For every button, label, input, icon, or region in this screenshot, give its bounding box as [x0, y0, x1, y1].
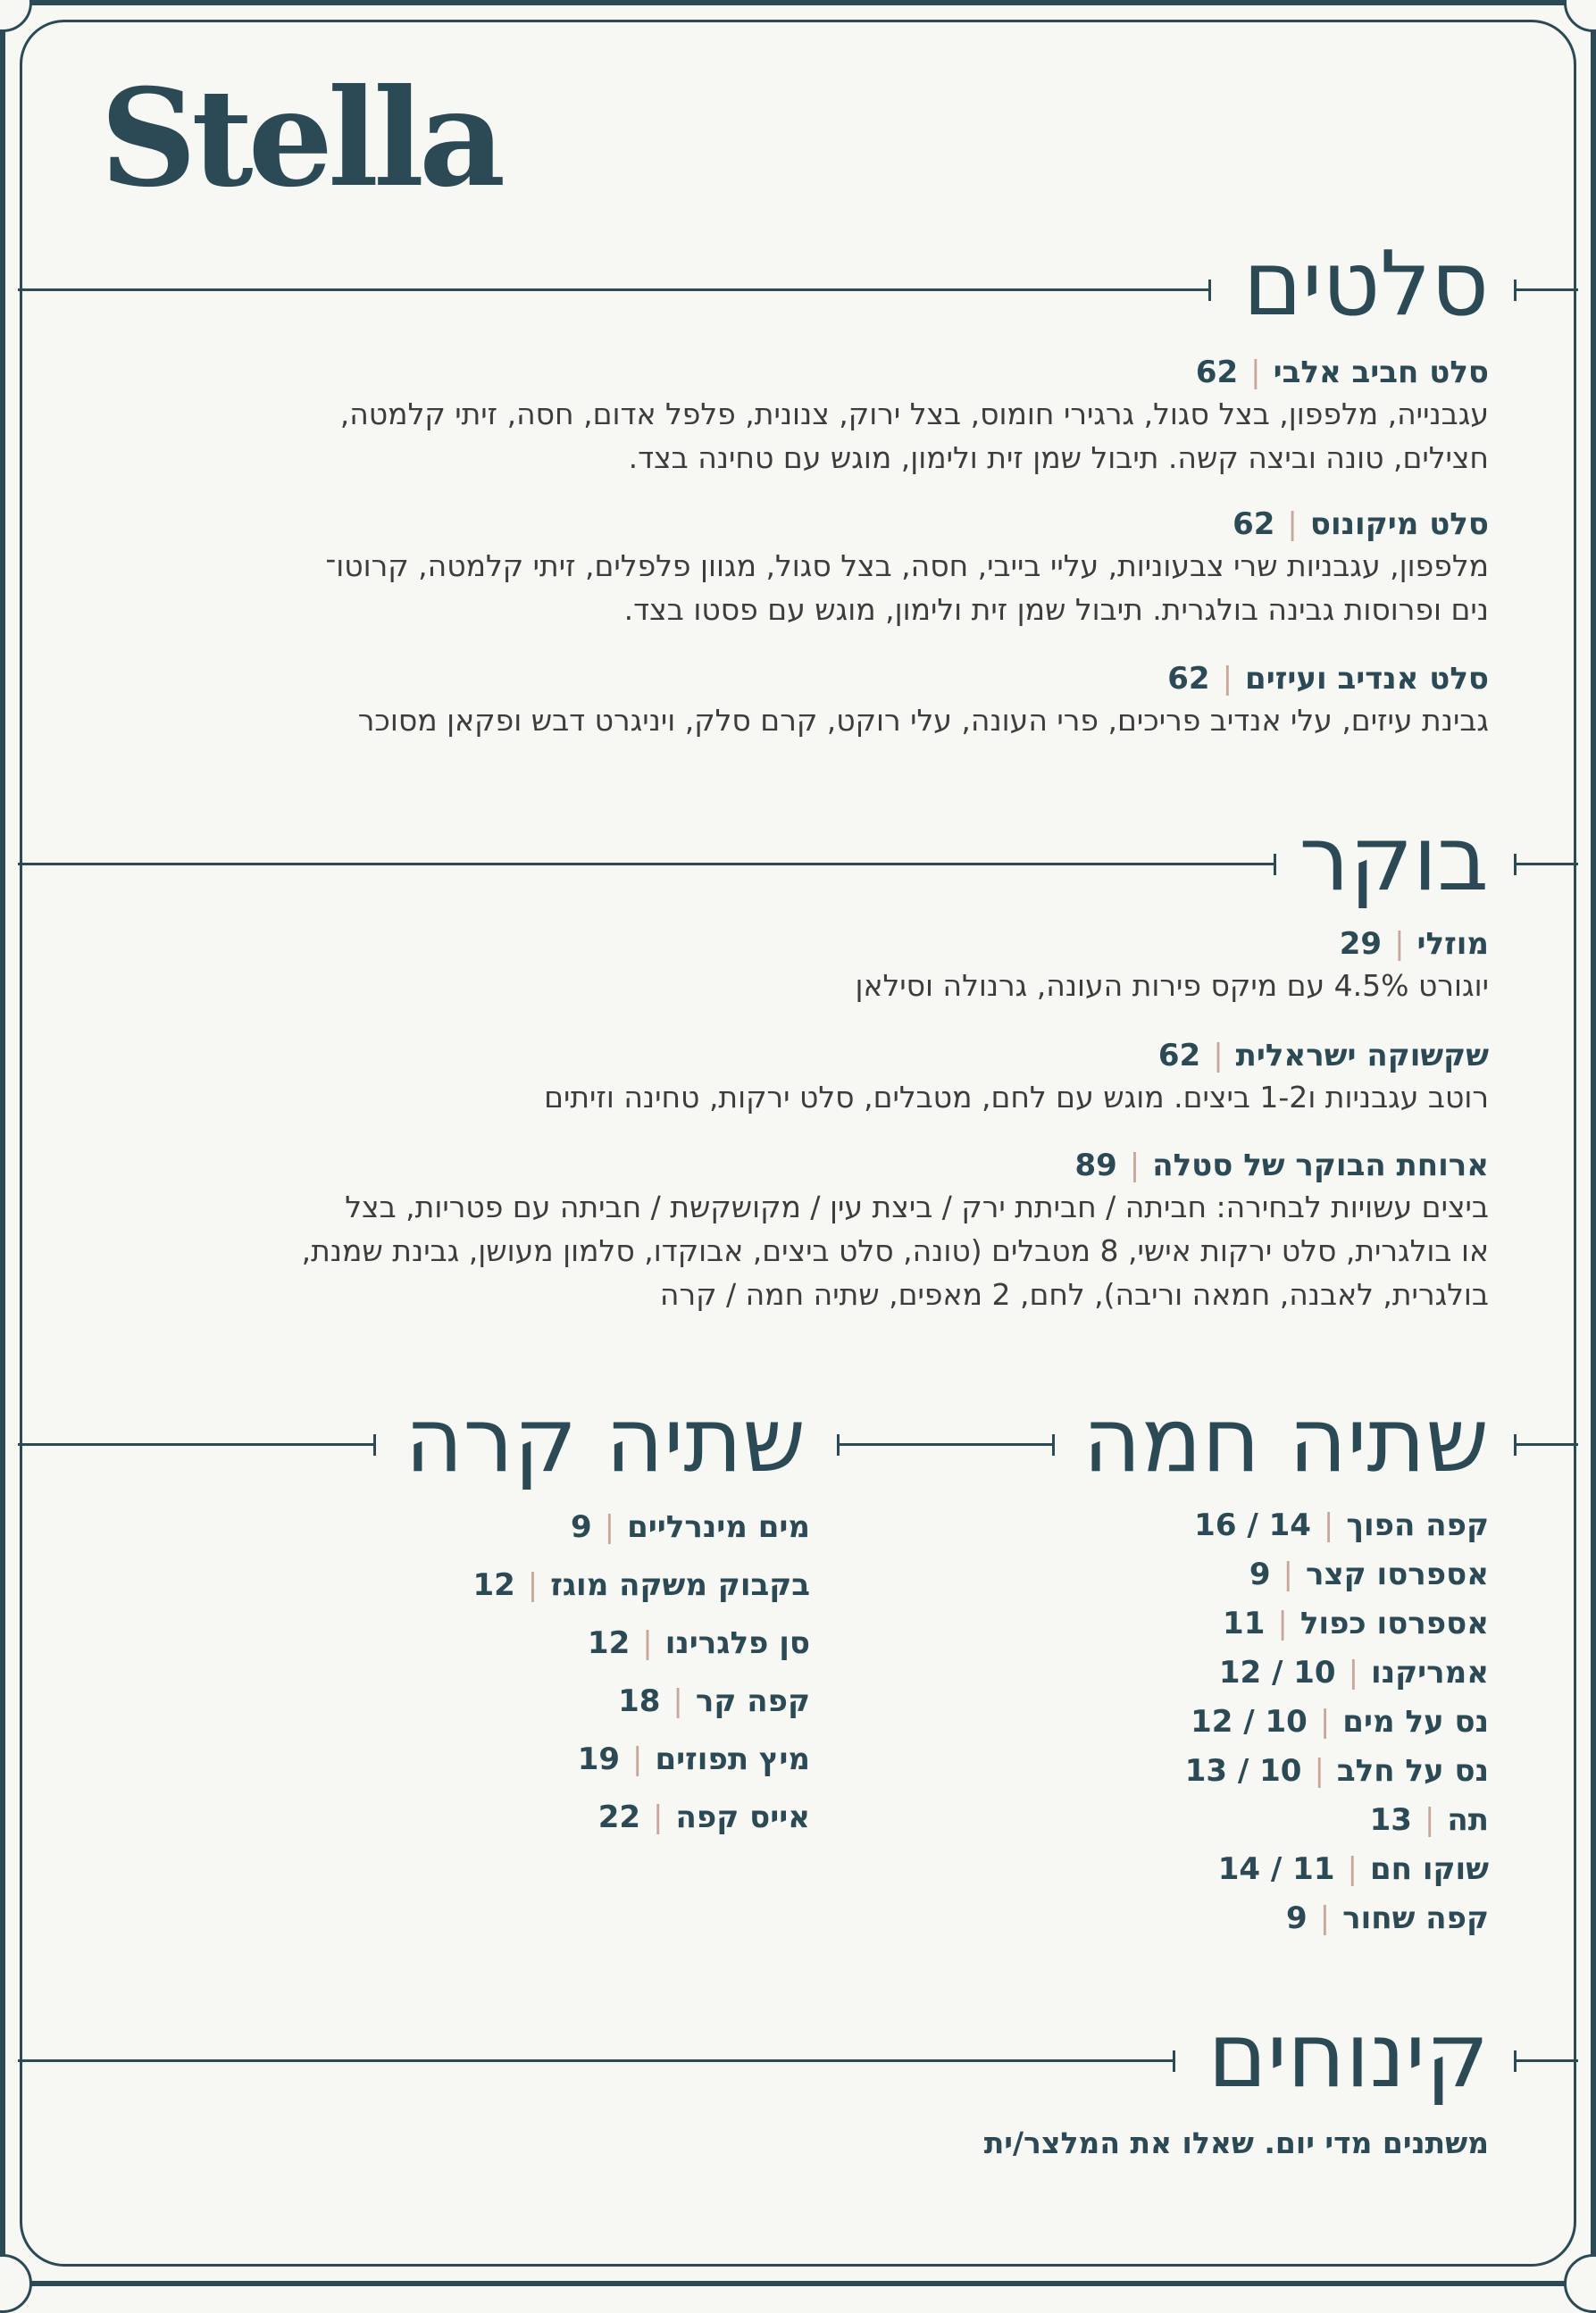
item-header [78, 659, 1489, 698]
divider-line [18, 2059, 1174, 2062]
drink-name: סן פלגרינו [664, 1625, 810, 1661]
drink-item [1223, 1606, 1489, 1641]
item-description [78, 1185, 1489, 1316]
menu-item [78, 505, 1489, 631]
drink-price: 11 / 14 [1217, 1851, 1335, 1887]
item-name: סלט מיקונוס [1309, 506, 1489, 542]
item-name: שקשוקה ישראלית [1235, 1038, 1489, 1073]
item-name: ארוחת הבוקר של סטלה [1152, 1148, 1489, 1183]
drink-item [598, 1799, 810, 1835]
drink-item [588, 1625, 810, 1661]
item-name: סלט חביב אלבי [1273, 355, 1489, 390]
item-price: 62 [1167, 661, 1210, 697]
drink-name: נס על חלב [1336, 1753, 1489, 1789]
separator: | [1323, 1507, 1334, 1543]
divider-line [1514, 863, 1578, 865]
separator: | [1287, 506, 1298, 542]
separator: | [653, 1799, 664, 1835]
item-description [78, 1075, 1489, 1119]
divider-line [1514, 1443, 1578, 1446]
menu-item [78, 1036, 1489, 1119]
divider-tick [1274, 854, 1276, 875]
drink-item [578, 1741, 810, 1777]
desserts-note: משתנים מדי יום. שאלו את המלצר/ית [983, 2125, 1489, 2160]
section-title-hot-drinks: שתיה חמה [1082, 1388, 1489, 1492]
drink-item [1286, 1900, 1489, 1936]
drink-name: נס על מים [1342, 1704, 1489, 1740]
drink-price: 22 [597, 1799, 641, 1835]
divider-tick [1208, 280, 1211, 301]
drink-name: אספרסו כפול [1299, 1606, 1489, 1641]
separator: | [1250, 355, 1261, 390]
drink-name: קפה קר [695, 1683, 810, 1719]
separator: | [1348, 1655, 1359, 1691]
separator: | [1424, 1802, 1435, 1838]
drink-item [1370, 1802, 1489, 1838]
item-description [78, 392, 1489, 480]
separator: | [527, 1567, 539, 1603]
item-header [78, 1036, 1489, 1075]
drink-price: 11 [1223, 1606, 1266, 1641]
drink-price: 18 [618, 1683, 661, 1719]
drink-item [472, 1567, 810, 1603]
divider-line [18, 863, 1275, 865]
drink-price: 12 [587, 1625, 631, 1661]
item-price: 29 [1339, 926, 1383, 962]
description-line: מלפפון, עגבניות שרי צבעוניות, עליי בייבי, חסה, בצל סגול, מגוון פלפלים, זיתי קלמטה, קרוטו־ [325, 548, 1489, 583]
drink-item [1185, 1753, 1489, 1789]
drink-name: אמריקנו [1371, 1655, 1489, 1691]
drink-price: 13 [1369, 1802, 1412, 1838]
item-price: 89 [1074, 1148, 1117, 1183]
divider-line [1514, 2059, 1578, 2062]
item-description [78, 964, 1489, 1007]
separator: | [1129, 1148, 1141, 1183]
separator: | [1222, 661, 1233, 697]
description-line: גבינת עיזים, עלי אנדיב פריכים, פרי העונה, עלי רוקט, קרם סלק, ויניגרט דבש ופקאן מסוכר [357, 703, 1489, 738]
drink-price: 10 / 12 [1218, 1655, 1336, 1691]
drink-price: 9 [1285, 1900, 1308, 1936]
separator: | [1283, 1557, 1293, 1592]
drink-name: מיץ תפוזים [655, 1741, 810, 1777]
drink-price: 14 / 16 [1194, 1507, 1311, 1543]
separator: | [673, 1683, 683, 1719]
separator: | [1277, 1606, 1288, 1641]
description-line: או בולגרית, סלט ירקות אישי, 8 מטבלים (טונה, סלט ביצים, אבוקדו, סלמון מעושן, גבינת שמנת, [301, 1233, 1489, 1268]
separator: | [604, 1509, 615, 1545]
drink-name: אספרסו קצר [1305, 1557, 1489, 1592]
drink-item [1194, 1507, 1489, 1543]
item-name: סלט אנדיב ועיזים [1245, 661, 1489, 697]
drink-item [618, 1683, 810, 1719]
description-line: רוטב עגבניות ו1-2 ביצים. מוגש עם לחם, מטבלים, סלט ירקות, טחינה וזיתים [544, 1080, 1489, 1115]
section-title-salads: סלטים [1242, 231, 1489, 336]
menu-item [78, 659, 1489, 742]
item-price: 62 [1195, 355, 1239, 390]
separator: | [632, 1741, 643, 1777]
menu-item [78, 353, 1489, 480]
divider-tick [373, 1434, 376, 1456]
menu-item [78, 1146, 1489, 1316]
drink-name: תה [1447, 1802, 1489, 1838]
separator: | [642, 1625, 653, 1661]
divider-line [837, 1443, 1054, 1446]
separator: | [1319, 1704, 1331, 1740]
description-line: יוגורט 4.5% עם מיקס פירות העונה, גרנולה וסילאן [855, 968, 1489, 1003]
drink-price: 12 [472, 1567, 515, 1603]
drink-name: קפה הפוך [1346, 1507, 1489, 1543]
divider-tick [1052, 1434, 1055, 1456]
divider-line [1514, 288, 1578, 291]
separator: | [1347, 1851, 1358, 1887]
drink-name: אייס קפה [675, 1799, 810, 1835]
drink-item [1218, 1851, 1489, 1887]
item-name: מוזלי [1416, 926, 1489, 962]
description-line: בולגרית, לאבנה, חמאה וריבה), לחם, 2 מאפים, שתיה חמה / קרה [659, 1277, 1489, 1312]
drink-price: 10 / 13 [1184, 1753, 1302, 1789]
section-title-morning: בוקר [1299, 806, 1489, 911]
description-line: ביצים עשויות לבחירה: חביתה / חביתת ירק / ביצת עין / מקושקשת / חביתה עם פטריות, בצל [345, 1190, 1489, 1224]
drink-name: בקבוק משקה מוגז [550, 1567, 810, 1603]
description-line: חצילים, טונה וביצה קשה. תיבול שמן זית ולימון, מוגש עם טחינה בצד. [628, 440, 1489, 475]
drink-name: מים מינרליים [627, 1509, 810, 1545]
divider-tick [1173, 2050, 1175, 2072]
drink-item [1191, 1704, 1489, 1740]
divider-line [18, 1443, 375, 1446]
item-description [78, 544, 1489, 631]
item-price: 62 [1233, 506, 1275, 542]
brand-logo: Stella [100, 60, 501, 217]
section-title-cold-drinks: שתיה קרה [405, 1388, 806, 1492]
item-header [78, 505, 1489, 544]
separator: | [1314, 1753, 1324, 1789]
item-header [78, 924, 1489, 964]
drink-price: 19 [577, 1741, 621, 1777]
separator: | [1394, 926, 1405, 962]
item-price: 62 [1157, 1038, 1201, 1073]
drink-price: 10 / 12 [1191, 1704, 1308, 1740]
drink-name: קפה שחור [1342, 1900, 1489, 1936]
item-description [78, 698, 1489, 742]
item-header [78, 353, 1489, 392]
drink-price: 9 [570, 1509, 592, 1545]
drink-price: 9 [1249, 1557, 1271, 1592]
separator: | [1213, 1038, 1224, 1073]
item-header [78, 1146, 1489, 1185]
drink-item [571, 1509, 810, 1545]
drink-item [1249, 1557, 1489, 1592]
menu-item [78, 924, 1489, 1007]
description-line: נים ופרוסות גבינה בולגרית. תיבול שמן זית ולימון, מוגש עם פסטו בצד. [623, 592, 1489, 627]
separator: | [1319, 1900, 1331, 1936]
section-title-desserts: קינוחים [1207, 2003, 1489, 2108]
drink-item [1219, 1655, 1489, 1691]
description-line: עגבנייה, מלפפון, בצל סגול, גרגירי חומוס, בצל ירוק, צנונית, פלפל אדום, חסה, זיתי קלמטה, [339, 397, 1489, 431]
divider-line [18, 288, 1210, 291]
drink-name: שוקו חם [1369, 1851, 1489, 1887]
